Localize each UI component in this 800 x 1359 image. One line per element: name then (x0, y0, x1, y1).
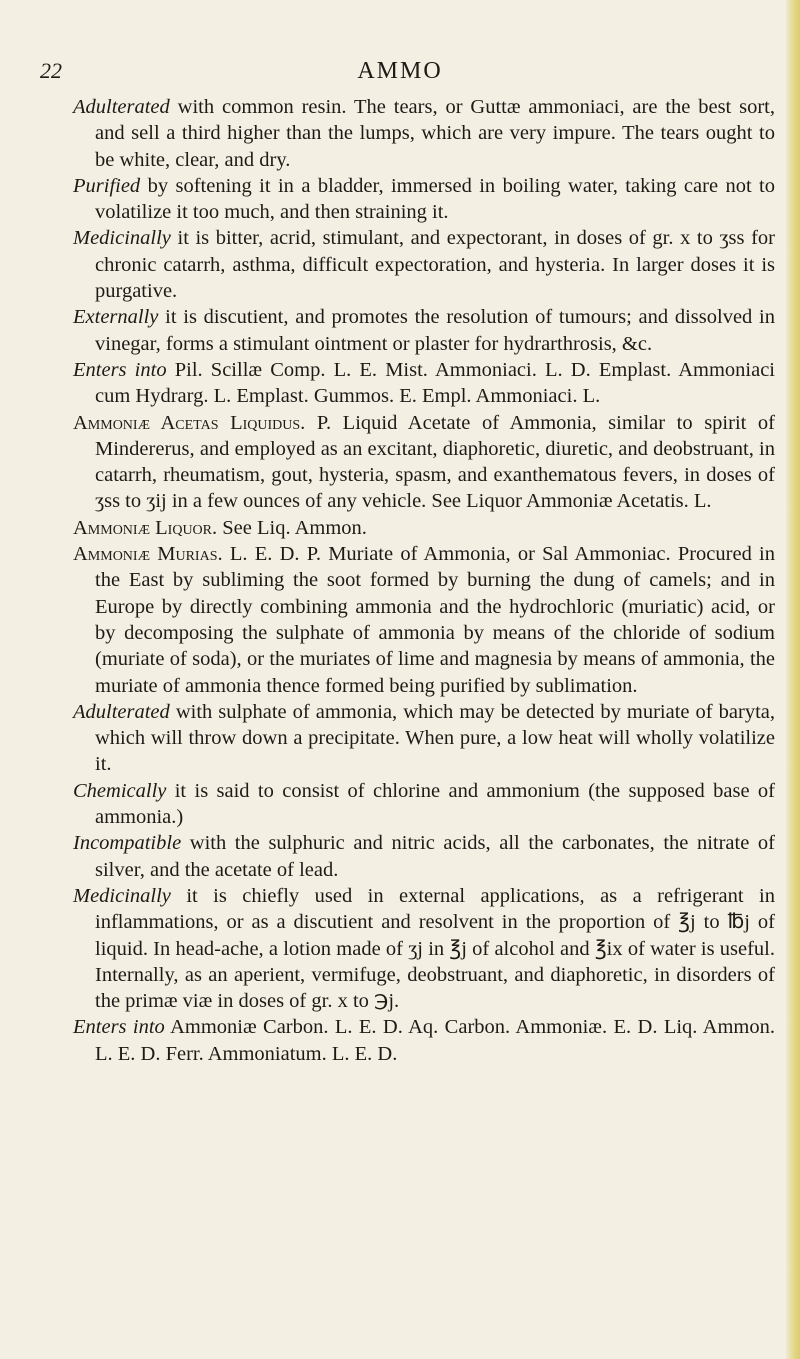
paragraph-lead: Adulterated (73, 700, 170, 723)
entry-text: See Liq. Ammon. (217, 516, 367, 539)
entry (73, 410, 775, 515)
paragraph-text: with common resin. The tears, or Guttæ ammoniaci, are the best sort, and sell a third higher than the lumps, which are very impure. The tears ought to be white, clear, and dry. (95, 96, 775, 171)
paragraph-lead: Externally (73, 306, 159, 329)
running-head: AMMO (357, 58, 443, 84)
paragraph-lead: Chemically (73, 779, 167, 802)
paragraph-text: Pil. Scillæ Comp. L. E. Mist. Ammoniaci. L. D. Emplast. Ammoniaci cum Hydrarg. L. Emplast. Gummos. E. Empl. Ammoniaci. L. (95, 358, 775, 408)
paragraph-lead: Adulterated (73, 96, 170, 118)
paragraph-text: it is discutient, and promotes the resolution of tumours; and dissolved in vinegar, forms a stimulant ointment or plaster for hydrarthrosis, &c. (95, 306, 775, 355)
paragraph-lead: Enters into (73, 1016, 165, 1039)
paragraph (73, 357, 775, 410)
entry-heading: Ammoniæ Murias. (73, 543, 223, 566)
entry-heading: Ammoniæ Acetas Liquidus. (73, 411, 306, 434)
paragraph (73, 225, 775, 304)
paragraph-text: it is bitter, acrid, stimulant, and expectorant, in doses of gr. x to ʒss for chronic catarrh, asthma, difficult expectoration, and hysteria. In larger doses it is purgative. (95, 227, 775, 303)
paragraph (73, 830, 775, 883)
paragraph (73, 699, 775, 778)
paragraph-lead: Incompatible (73, 832, 182, 855)
paragraph-lead: Enters into (73, 358, 167, 381)
paragraph-text: with sulphate of ammonia, which may be detected by muriate of baryta, which will throw down a precipitate. When pure, a low heat will wholly volatilize it. (95, 700, 775, 776)
entry-heading: Ammoniæ Liquor. (73, 516, 218, 539)
paragraph (73, 173, 775, 226)
entry-text: L. E. D. P. Muriate of Ammonia, or Sal Ammoniac. Procured in the East by subliming the soot formed by burning the dung of camels; and in Europe by directly combining ammonia and the hydrochloric (muriatic) acid, or by decomposing the sulphate of ammonia by means of the chloride of sodium (muriate of soda), or the muriates of lime and magnesia by means of ammonia, the muriate of ammonia thence formed being purified by sublimation. (95, 543, 775, 697)
paragraph-lead: Medicinally (73, 227, 171, 250)
paragraph (73, 94, 775, 173)
paragraph-lead: Medicinally (73, 884, 171, 907)
page-header (0, 58, 800, 90)
paragraph-text: with the sulphuric and nitric acids, all the carbonates, the nitrate of silver, and the acetate of lead. (95, 832, 775, 881)
entry (73, 541, 775, 699)
paragraph (73, 1014, 775, 1067)
paragraph-text: it is chiefly used in external applications, as a refrigerant in inflammations, or as a discutient and resolvent in the proportion of ℥j to ℔j of liquid. In head-ache, a lotion made of ʒj in ℥j of alcohol and ℥ix of water is useful. Internally, as an aperient, vermifuge, deobstruant, and diaphoretic, in disorders of the primæ viæ in doses of gr. x to ℈j. (95, 884, 775, 1013)
paragraph-text: by softening it in a bladder, immersed in boiling water, taking care not to volatilize it too much, and then straining it. (95, 174, 775, 224)
entry-text: P. Liquid Acetate of Ammonia, similar to spirit of Mindererus, and employed as an excitant, diaphoretic, diuretic, and deobstruant, in catarrh, rheumatism, gout, hysteria, spasm, and exanthematous fevers, in doses of ʒss to ʒij in a few ounces of any vehicle. See Liquor Ammoniæ Acetatis. L. (95, 411, 775, 513)
page-body (73, 94, 775, 1067)
page-edge (786, 0, 800, 1359)
paragraph (73, 883, 775, 1014)
paragraph-text: it is said to consist of chlorine and ammonium (the supposed base of ammonia.) (95, 779, 775, 829)
paragraph (73, 778, 775, 831)
paragraph (73, 304, 775, 357)
entry (73, 515, 775, 541)
paragraph-text: Ammoniæ Carbon. L. E. D. Aq. Carbon. Ammoniæ. E. D. Liq. Ammon. L. E. D. Ferr. Ammoniatum. L. E. D. (95, 1016, 775, 1065)
page-number: 22 (40, 58, 62, 83)
paragraph-lead: Purified (73, 174, 141, 197)
